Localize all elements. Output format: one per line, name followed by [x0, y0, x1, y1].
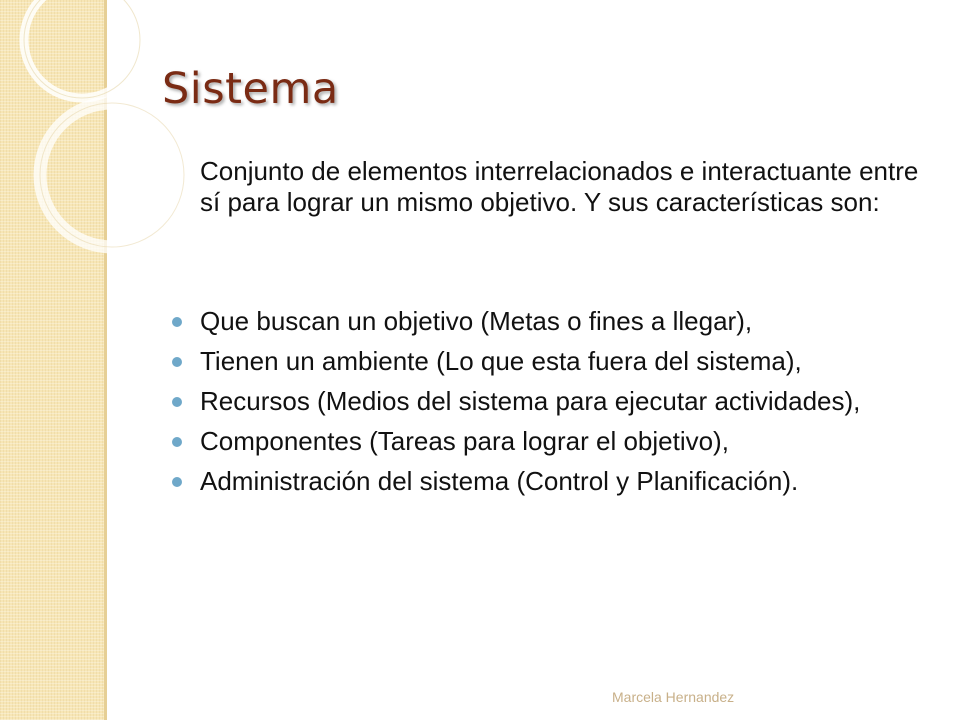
bullet-icon: [172, 357, 182, 367]
bullet-icon: [172, 317, 182, 327]
footer-author: Marcela Hernandez: [612, 689, 735, 705]
list-item: [162, 346, 902, 377]
intro-paragraph: Conjunto de elementos interrelacionados e interactuante entre sí para lograr un mismo objetivo. Y sus características son:: [200, 156, 919, 217]
list-item-text: Componentes (Tareas para lograr el objetivo),: [200, 426, 729, 456]
slide-title: Sistema: [162, 64, 339, 114]
list-item: [162, 306, 902, 337]
bullet-icon: [172, 477, 182, 487]
list-item: [162, 466, 902, 497]
list-item: [162, 426, 902, 457]
characteristics-list: [162, 306, 902, 506]
list-item-text: Recursos (Medios del sistema para ejecutar actividades),: [200, 386, 861, 416]
list-item-text: Tienen un ambiente (Lo que esta fuera del sistema),: [200, 346, 802, 376]
list-item-text: Administración del sistema (Control y Planificación).: [200, 466, 799, 496]
list-item: [162, 386, 902, 417]
decorative-rings-icon: [0, 0, 200, 260]
bullet-icon: [172, 437, 182, 447]
list-item-text: Que buscan un objetivo (Metas o fines a llegar),: [200, 306, 753, 336]
bullet-icon: [172, 397, 182, 407]
